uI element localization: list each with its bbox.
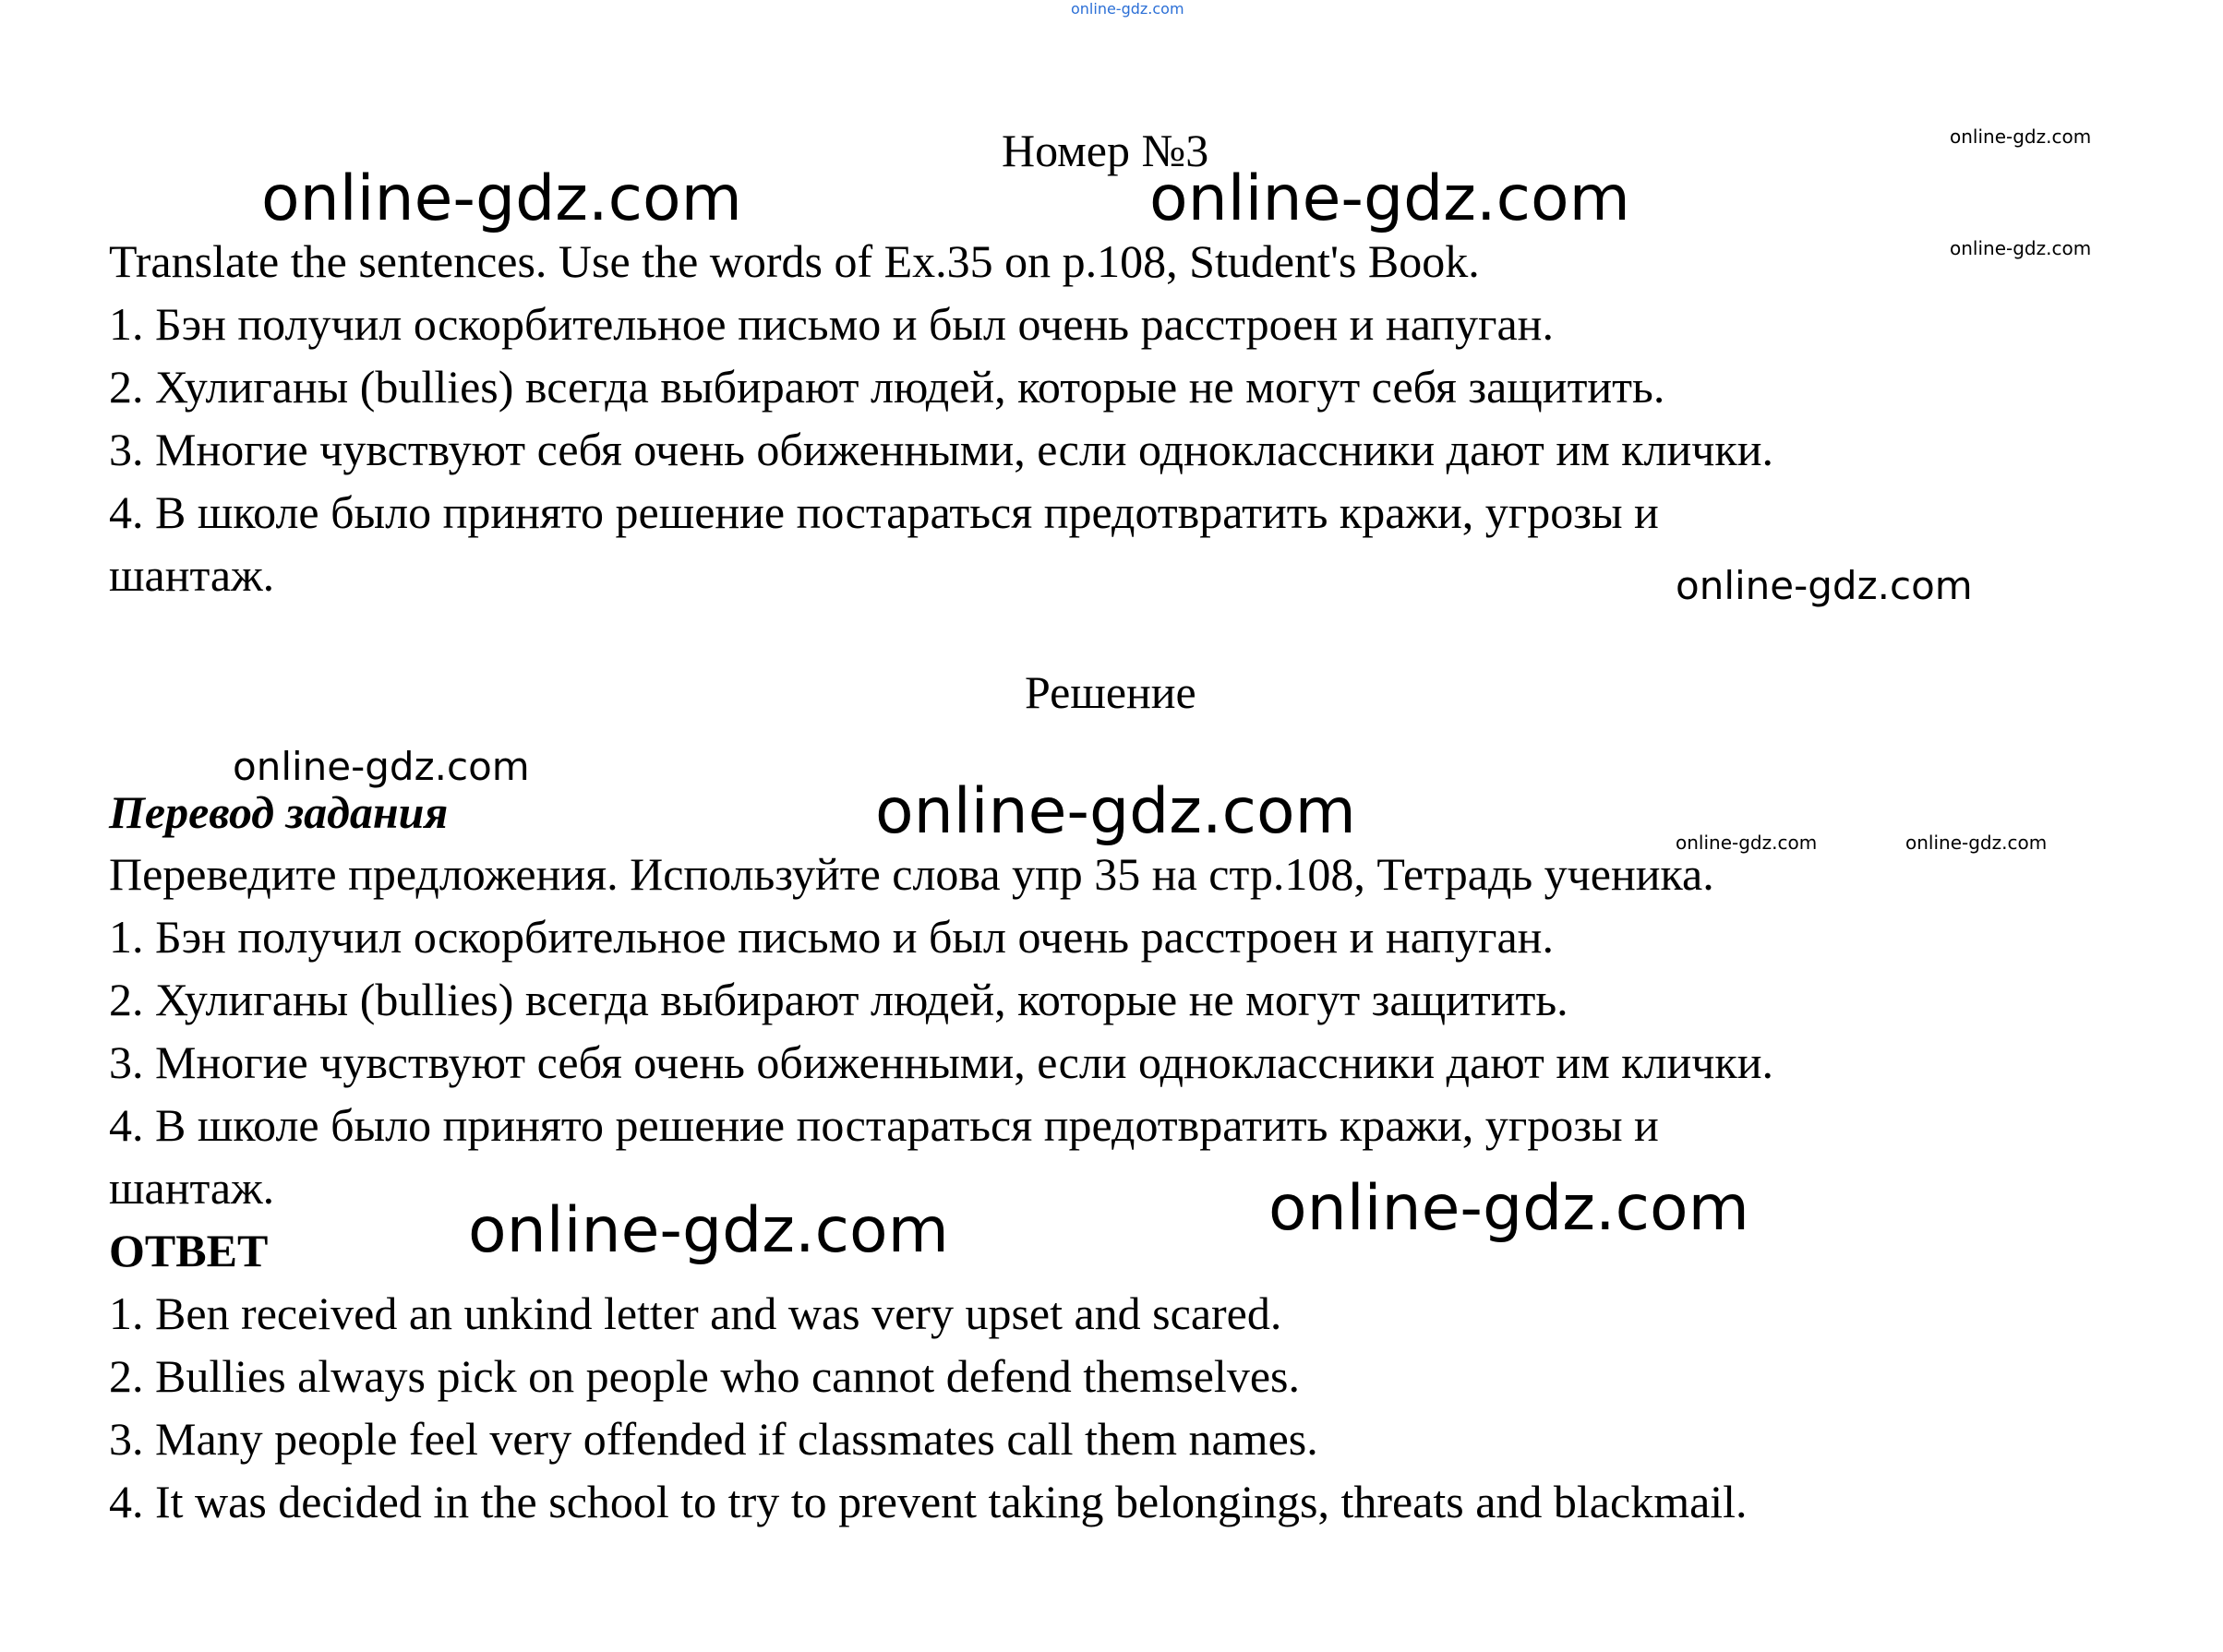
watermark: online-gdz.com <box>1905 832 2048 854</box>
answer-line-3: 3. Many people feel very offended if classmates call them names. <box>109 1413 1318 1465</box>
solution-line-4: 4. В школе было принято решение постараться предотвратить кражи, угрозы и <box>109 1099 1659 1151</box>
watermark: online-gdz.com <box>875 775 1356 848</box>
answer-line-2: 2. Bullies always pick on people who cannot defend themselves. <box>109 1350 1300 1402</box>
watermark: online-gdz.com <box>1676 832 1818 854</box>
watermark: online-gdz.com <box>261 162 742 235</box>
watermark: online-gdz.com <box>1676 563 1973 608</box>
task-line-2: 2. Хулиганы (bullies) всегда выбирают людей, которые не могут себя защитить. <box>109 361 1665 413</box>
solution-line-5: шантаж. <box>109 1162 275 1214</box>
watermark: online-gdz.com <box>1950 126 2092 148</box>
solution-heading: Решение <box>1025 666 1196 718</box>
solution-line-2: 2. Хулиганы (bullies) всегда выбирают людей, которые не могут защитить. <box>109 974 1568 1025</box>
answer-line-4: 4. It was decided in the school to try to prevent taking belongings, threats and blackmail. <box>109 1476 1748 1527</box>
task-line-3: 3. Многие чувствуют себя очень обиженными, если одноклассники дают им клички. <box>109 424 1773 475</box>
watermark: online-gdz.com <box>1149 162 1630 235</box>
task-line-5: шантаж. <box>109 549 275 601</box>
answer-heading: ОТВЕТ <box>109 1225 269 1276</box>
answer-line-1: 1. Ben received an unkind letter and was very upset and scared. <box>109 1287 1282 1339</box>
watermark: online-gdz.com <box>468 1194 949 1267</box>
solution-line-1: 1. Бэн получил оскорбительное письмо и был очень расстроен и напуган. <box>109 911 1554 963</box>
top-watermark: online-gdz.com <box>1071 0 1184 18</box>
watermark: online-gdz.com <box>1950 237 2092 259</box>
solution-line-3: 3. Многие чувствуют себя очень обиженными, если одноклассники дают им клички. <box>109 1036 1773 1088</box>
watermark: online-gdz.com <box>1268 1172 1749 1245</box>
task-instruction: Translate the sentences. Use the words of Ex.35 on p.108, Student's Book. <box>109 235 1480 287</box>
solution-instruction: Переведите предложения. Используйте слова упр 35 на стр.108, Тетрадь ученика. <box>109 848 1714 900</box>
task-line-4: 4. В школе было принято решение постараться предотвратить кражи, угрозы и <box>109 486 1659 538</box>
watermark: online-gdz.com <box>233 744 530 789</box>
translation-heading: Перевод задания <box>109 786 449 838</box>
task-line-1: 1. Бэн получил оскорбительное письмо и был очень расстроен и напуган. <box>109 298 1554 350</box>
task-title: Номер №3 <box>1002 125 1209 176</box>
